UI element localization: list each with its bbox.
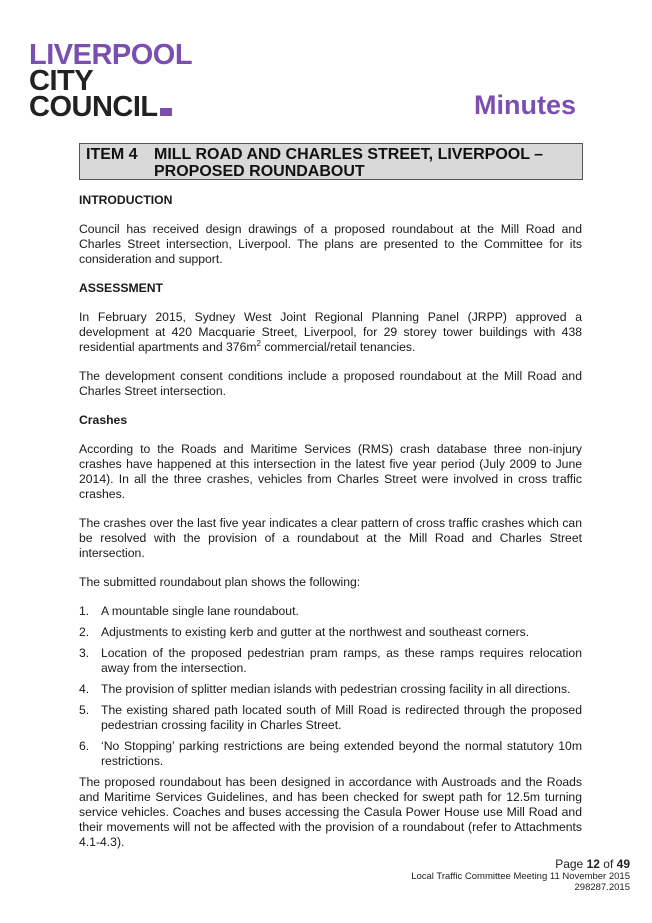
list-item: 5. The existing shared path located south of Mill Road is redirected through the proposed pedestrian crossing facility in Charles Street. — [79, 703, 582, 732]
list-item: 4. The provision of splitter median islands with pedestrian crossing facility in all directions. — [79, 682, 571, 696]
crashes-heading: Crashes — [79, 413, 128, 427]
list-item: 1. A mountable single lane roundabout. — [79, 604, 299, 618]
intro-heading: INTRODUCTION — [79, 193, 173, 207]
logo-line-2: CITY — [29, 65, 94, 97]
assessment-heading: ASSESSMENT — [79, 281, 163, 295]
page-title: Minutes — [473, 90, 576, 120]
document-body — [79, 193, 582, 864]
crashes-paragraph-2: The crashes over the last five year indicates a clear pattern of cross traffic crashes which can be resolved with the provision of a roundabout at the Mill Road and Charles Street intersection. — [79, 516, 582, 560]
logo-mark-icon — [160, 108, 172, 116]
item-number: ITEM 4 — [86, 146, 138, 163]
page-footer — [411, 857, 630, 893]
crashes-paragraph-3: The submitted roundabout plan shows the following: — [79, 575, 361, 589]
logo-line-1: LIVERPOOL — [29, 39, 193, 71]
crashes-paragraph-1: According to the Roads and Maritime Services (RMS) crash database three non-injury crashes have happened at this intersection in the latest five year period (July 2009 to June 2014). In all the three crashes, vehicles from Charles Street were involved in cross traffic crashes. — [79, 442, 582, 501]
item-title: MILL ROAD AND CHARLES STREET, LIVERPOOL – PROPOSED ROUNDABOUT — [154, 146, 544, 180]
closing-paragraph: The proposed roundabout has been designed in accordance with Austroads and the Roads and Maritime Services Guidelines, and has been checked for swept path for 12.5m turning service vehicles. Coaches and buses accessing the Casula Power House use Mill Road and their movements will not be affected with the provision of a roundabout (refer to Attachments 4.1-4.3). — [79, 775, 582, 849]
document-ref: 298287.2015 — [574, 882, 630, 893]
item-heading-box — [79, 143, 583, 180]
page-number: Page 12 of 49 — [555, 857, 630, 871]
assessment-paragraph-2: The development consent conditions include a proposed roundabout at the Mill Road and Charles Street intersection. — [79, 369, 582, 398]
meeting-info: Local Traffic Committee Meeting 11 November 2015 — [411, 871, 630, 882]
list-item: 6. ‘No Stopping’ parking restrictions are being extended beyond the normal statutory 10m restrictions. — [79, 739, 582, 768]
list-item: 3. Location of the proposed pedestrian pram ramps, as these ramps requires relocation away from the intersection. — [79, 646, 582, 675]
intro-text: Council has received design drawings of a proposed roundabout at the Mill Road and Charles Street intersection, Liverpool. The plans are presented to the Committee for its consideration and support. — [79, 222, 582, 266]
assessment-paragraph-1: In February 2015, Sydney West Joint Regional Planning Panel (JRPP) approved a development at 420 Macquarie Street, Liverpool, for 29 storey tower buildings with 438 residential apartments and $376m^2$ commercial/retail tenancies. — [79, 310, 582, 354]
list-item: 2. Adjustments to existing kerb and gutter at the northwest and southeast corners. — [79, 625, 530, 639]
council-logo — [29, 39, 193, 123]
roundabout-features-list — [79, 604, 582, 769]
logo-line-3: COUNCIL — [29, 91, 158, 123]
